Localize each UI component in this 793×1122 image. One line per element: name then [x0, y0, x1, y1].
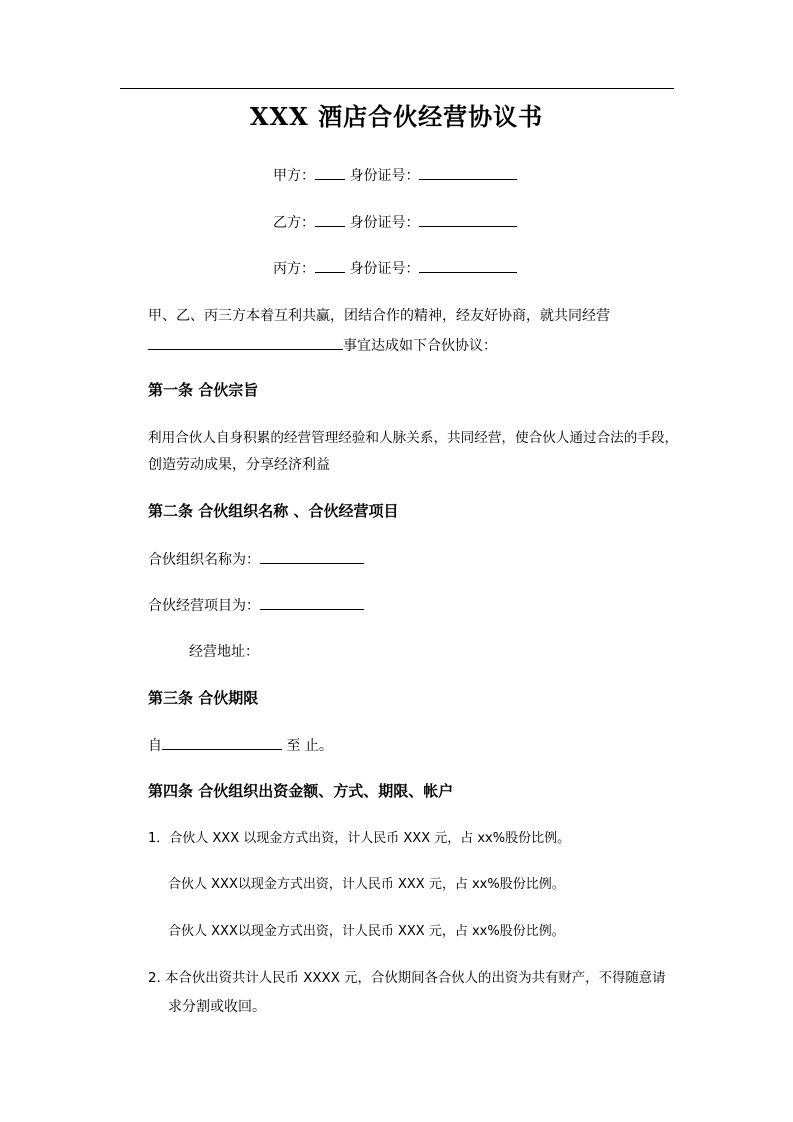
party-a-id-blank	[419, 165, 517, 180]
article-1-line-1: 利用合伙人自身积累的经营管理经验和人脉关系，共同经营，使合伙人通过合法的手段，	[148, 430, 679, 446]
intro-line-2	[148, 335, 497, 356]
contribution-item-1a: 1．合伙人 XXX 以现金方式出资，计人民币 XXX 元，占 xx%股份比例。	[148, 831, 571, 846]
term-line	[148, 735, 333, 756]
party-c-id-label: 身份证号：	[349, 261, 420, 277]
contribution-item-1c: 合伙人 XXX以现金方式出资，计人民币 XXX 元，占 xx%股份比例。	[168, 924, 565, 939]
org-name-blank	[260, 549, 364, 564]
article-1-line-2: 创造劳动成果，分享经济利益	[148, 457, 330, 473]
contribution-item-2-line-1: 2. 本合伙出资共计人民币 XXXX 元，合伙期间各合伙人的出资为共有财产，不得随意请	[148, 971, 666, 986]
org-name-label: 合伙组织名称为：	[148, 552, 260, 568]
header-rule	[120, 88, 674, 89]
project-line	[148, 595, 364, 616]
document-title: XXX 酒店合伙经营协议书	[249, 102, 544, 131]
party-a-label: 甲方：	[273, 168, 315, 184]
article-4-heading: 第四条 合伙组织出资金额、方式、期限、帐户	[148, 782, 454, 800]
party-b-name-blank	[315, 212, 345, 227]
article-3-heading: 第三条 合伙期限	[148, 689, 259, 707]
term-start-blank	[162, 735, 282, 750]
party-c-id-blank	[419, 258, 517, 273]
term-to-label: 至 止。	[286, 738, 333, 754]
party-b-id-label: 身份证号：	[349, 215, 420, 231]
org-name-line	[148, 549, 364, 570]
article-2-heading: 第二条 合伙组织名称 、合伙经营项目	[148, 502, 399, 520]
term-from-label: 自	[148, 738, 162, 754]
contribution-item-2-line-2: 求分割或收回。	[168, 999, 266, 1015]
party-a-line	[273, 165, 517, 186]
contribution-item-1b: 合伙人 XXX以现金方式出资，计人民币 XXX 元，占 xx%股份比例。	[168, 877, 565, 892]
party-c-name-blank	[315, 258, 345, 273]
party-b-line	[273, 212, 517, 233]
party-b-label: 乙方：	[273, 215, 315, 231]
address-label: 经营地址：	[189, 644, 259, 660]
project-blank	[260, 595, 364, 610]
party-b-id-blank	[419, 212, 517, 227]
intro-line-2-text: 事宜达成如下合伙协议：	[343, 338, 497, 354]
party-c-label: 丙方：	[273, 261, 315, 277]
article-1-heading: 第一条 合伙宗旨	[148, 381, 259, 399]
party-a-id-label: 身份证号：	[349, 168, 420, 184]
intro-line-1: 甲、乙、丙三方本着互利共赢，团结合作的精神，经友好协商，就共同经营	[148, 308, 610, 324]
project-label: 合伙经营项目为：	[148, 598, 260, 614]
party-a-name-blank	[315, 165, 345, 180]
business-blank	[148, 335, 343, 350]
party-c-line	[273, 258, 517, 279]
